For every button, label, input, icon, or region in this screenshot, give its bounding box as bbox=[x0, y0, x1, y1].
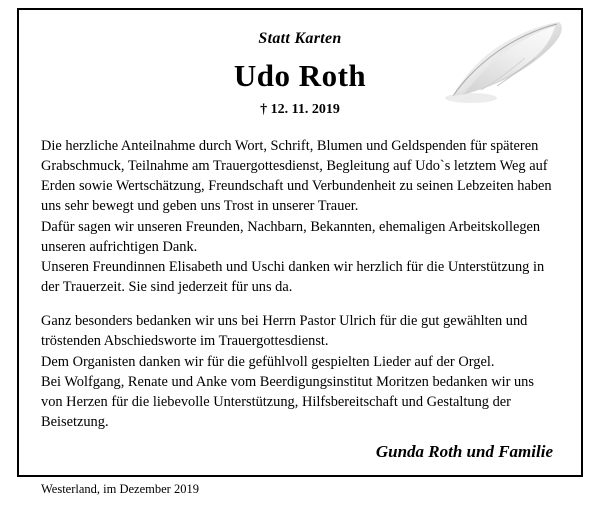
paragraph: Die herzliche Anteilnahme durch Wort, Schrift, Blumen und Geldspenden für späteren Grabschmuck, Teilnahme am Trauergottesdienst, Begleitung auf Udo`s letztem Weg auf Erden sowie Wertschätzung, Freundschaft und Verbundenheit zu seinen Lebzeiten haben uns sehr bewegt und geben uns Trost in unserer Trauer. bbox=[41, 138, 552, 215]
paragraph-spacer bbox=[41, 297, 559, 311]
paragraph: Unseren Freundinnen Elisabeth und Uschi danken wir herzlich für die Unterstützung in der Trauerzeit. Sie sind jederzeit für uns da. bbox=[41, 258, 545, 296]
deceased-name: Udo Roth bbox=[233, 58, 367, 93]
place-and-date: Westerland, im Dezember 2019 bbox=[41, 482, 199, 497]
obituary-notice-card bbox=[17, 8, 583, 497]
paragraph: Dem Organisten danken wir für die gefühlvoll gespielten Lieder auf der Orgel. bbox=[41, 353, 495, 370]
kicker-text: Statt Karten bbox=[258, 30, 342, 47]
paragraph: Bei Wolfgang, Renate und Anke vom Beerdigungsinstitut Moritzen bedanken wir uns von Herzen für die liebevolle Unterstützung, Hilfsbereitschaft und Gestaltung der Beisetzung. bbox=[41, 373, 534, 431]
notice-header bbox=[41, 30, 559, 118]
death-date: † 12. 11. 2019 bbox=[260, 102, 340, 117]
signature-text: Gunda Roth und Familie bbox=[375, 442, 553, 462]
notice-body bbox=[41, 136, 559, 432]
paragraph: Ganz besonders bedanken wir uns bei Herrn Pastor Ulrich für die gut gewählten und tröstenden Abschiedsworte im Trauergottesdienst. bbox=[41, 313, 528, 350]
paragraph: Dafür sagen wir unseren Freunden, Nachbarn, Bekannten, ehemaligen Arbeitskollegen unseren aufrichtigen Dank. bbox=[41, 218, 541, 255]
